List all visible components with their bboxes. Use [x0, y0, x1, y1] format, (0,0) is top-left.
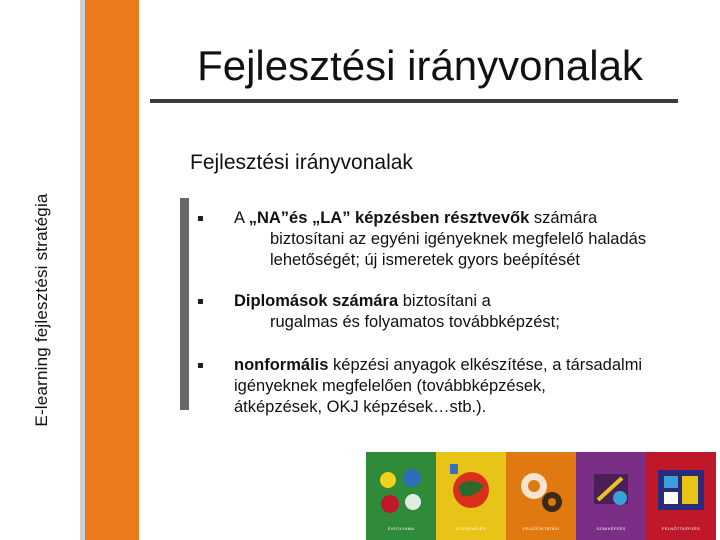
bullet-prefix: A	[234, 209, 249, 227]
tile-evfolyama	[366, 452, 436, 540]
bullet-square-icon	[198, 216, 203, 221]
tile-caption: SZAKKÉPZÉS	[596, 526, 626, 531]
tile-szakkepzes	[576, 452, 646, 540]
bullet-square-icon	[198, 363, 203, 368]
education-levels-strip	[366, 452, 716, 540]
bullet-item	[198, 208, 698, 271]
tile-caption: KÖZNEVELÉS	[456, 526, 486, 531]
orange-stripe	[85, 0, 139, 540]
bullet-rest: számára	[529, 209, 598, 227]
tile-caption: ÉVFOLYAMA	[387, 526, 415, 531]
bullet-rest: biztosítani a	[398, 292, 491, 310]
bullet-rest: képzési anyagok elkészítése, a társadalmi	[328, 356, 643, 374]
subtitle: Fejlesztési irányvonalak	[190, 151, 413, 174]
bullet-line: lehetőségét; új ismeretek gyors beépítését	[270, 251, 581, 269]
bullet-line: rugalmas és folyamatos továbbképzést;	[270, 313, 560, 331]
tile-caption: FELSŐOKTATÁSI	[522, 526, 560, 531]
title-rule	[150, 99, 678, 103]
page-title: Fejlesztési irányvonalak	[197, 42, 643, 89]
bullet-line: biztosítani az egyéni igényeknek megfelelő haladás	[270, 230, 647, 248]
bullet-bold: „NA”és „LA” képzésben résztvevők	[248, 209, 530, 227]
bullet-item	[198, 355, 698, 418]
tile-caption: FELNŐTTKÉPZÉS	[662, 526, 700, 531]
tile-felnottkepzes	[646, 452, 716, 540]
bullet-line: átképzések, OKJ képzések…stb.).	[234, 398, 487, 416]
side-label: E-learning fejlesztési stratégia	[32, 193, 51, 427]
bullet-bar	[180, 198, 189, 410]
bullet-list	[198, 208, 698, 418]
bullet-bold: Diplomások számára	[234, 292, 399, 310]
bullet-square-icon	[198, 299, 203, 304]
bullet-line: igényeknek megfelelően (továbbképzések,	[234, 377, 546, 395]
tile-felsooktatasi	[506, 452, 576, 540]
bullet-item	[198, 291, 698, 333]
tile-kozneveles	[436, 452, 506, 540]
bullet-bold: nonformális	[234, 356, 329, 374]
